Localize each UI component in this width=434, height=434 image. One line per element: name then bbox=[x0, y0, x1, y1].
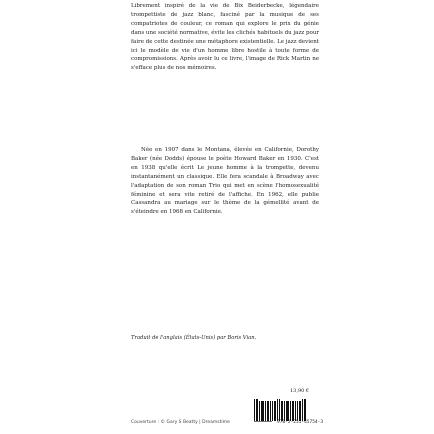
cover-credit: Couverture : © Gary S Beatty | Dreamstime bbox=[131, 420, 230, 425]
barcode-divider bbox=[254, 421, 272, 422]
translation-credit: Traduit de l'anglais (États-Unis) par Boris Vian. bbox=[131, 335, 257, 341]
isbn-text: 978-2-251-45754-3 bbox=[277, 420, 324, 425]
price-label: 13,90 € bbox=[290, 388, 310, 394]
synopsis-paragraph: Librement inspiré de la vie de Bix Beiderbecke, légendaire trompettiste de jazz blanc, fasciné par la musique de ses compatriotes de couleur, ce roman qui explore le prix du génie dans une société normative, évite les clichés habituels du jazz pour faire de cette destinée une métaphore existentielle. Le jazz devient ici le modèle de vie d'un homme libre hostile à toute forme de compromissions. Après avoir lu ce livre, l'image de Rick Martin ne s'efface plus de nos mémoires. bbox=[131, 3, 319, 72]
author-bio-paragraph: Née en 1907 dans le Montana, élevée en Californie, Dorothy Baker (née Dodds) épouse le poète Howard Baker en 1930. C'est en 1938 qu'elle écrit Le jeune homme à la trompette, devenu instantanément un classique. Elle fera scandale à Broadway avec l'adaptation de son roman Trio qui met en scène l'homosexualité féminine et sera vite retiré de l'affiche. En 1962, elle publie Cassandra au mariage sur le thème de la gémellité avant de s'éteindre en 1968 en Californie. bbox=[131, 147, 319, 216]
barcode bbox=[254, 397, 319, 421]
